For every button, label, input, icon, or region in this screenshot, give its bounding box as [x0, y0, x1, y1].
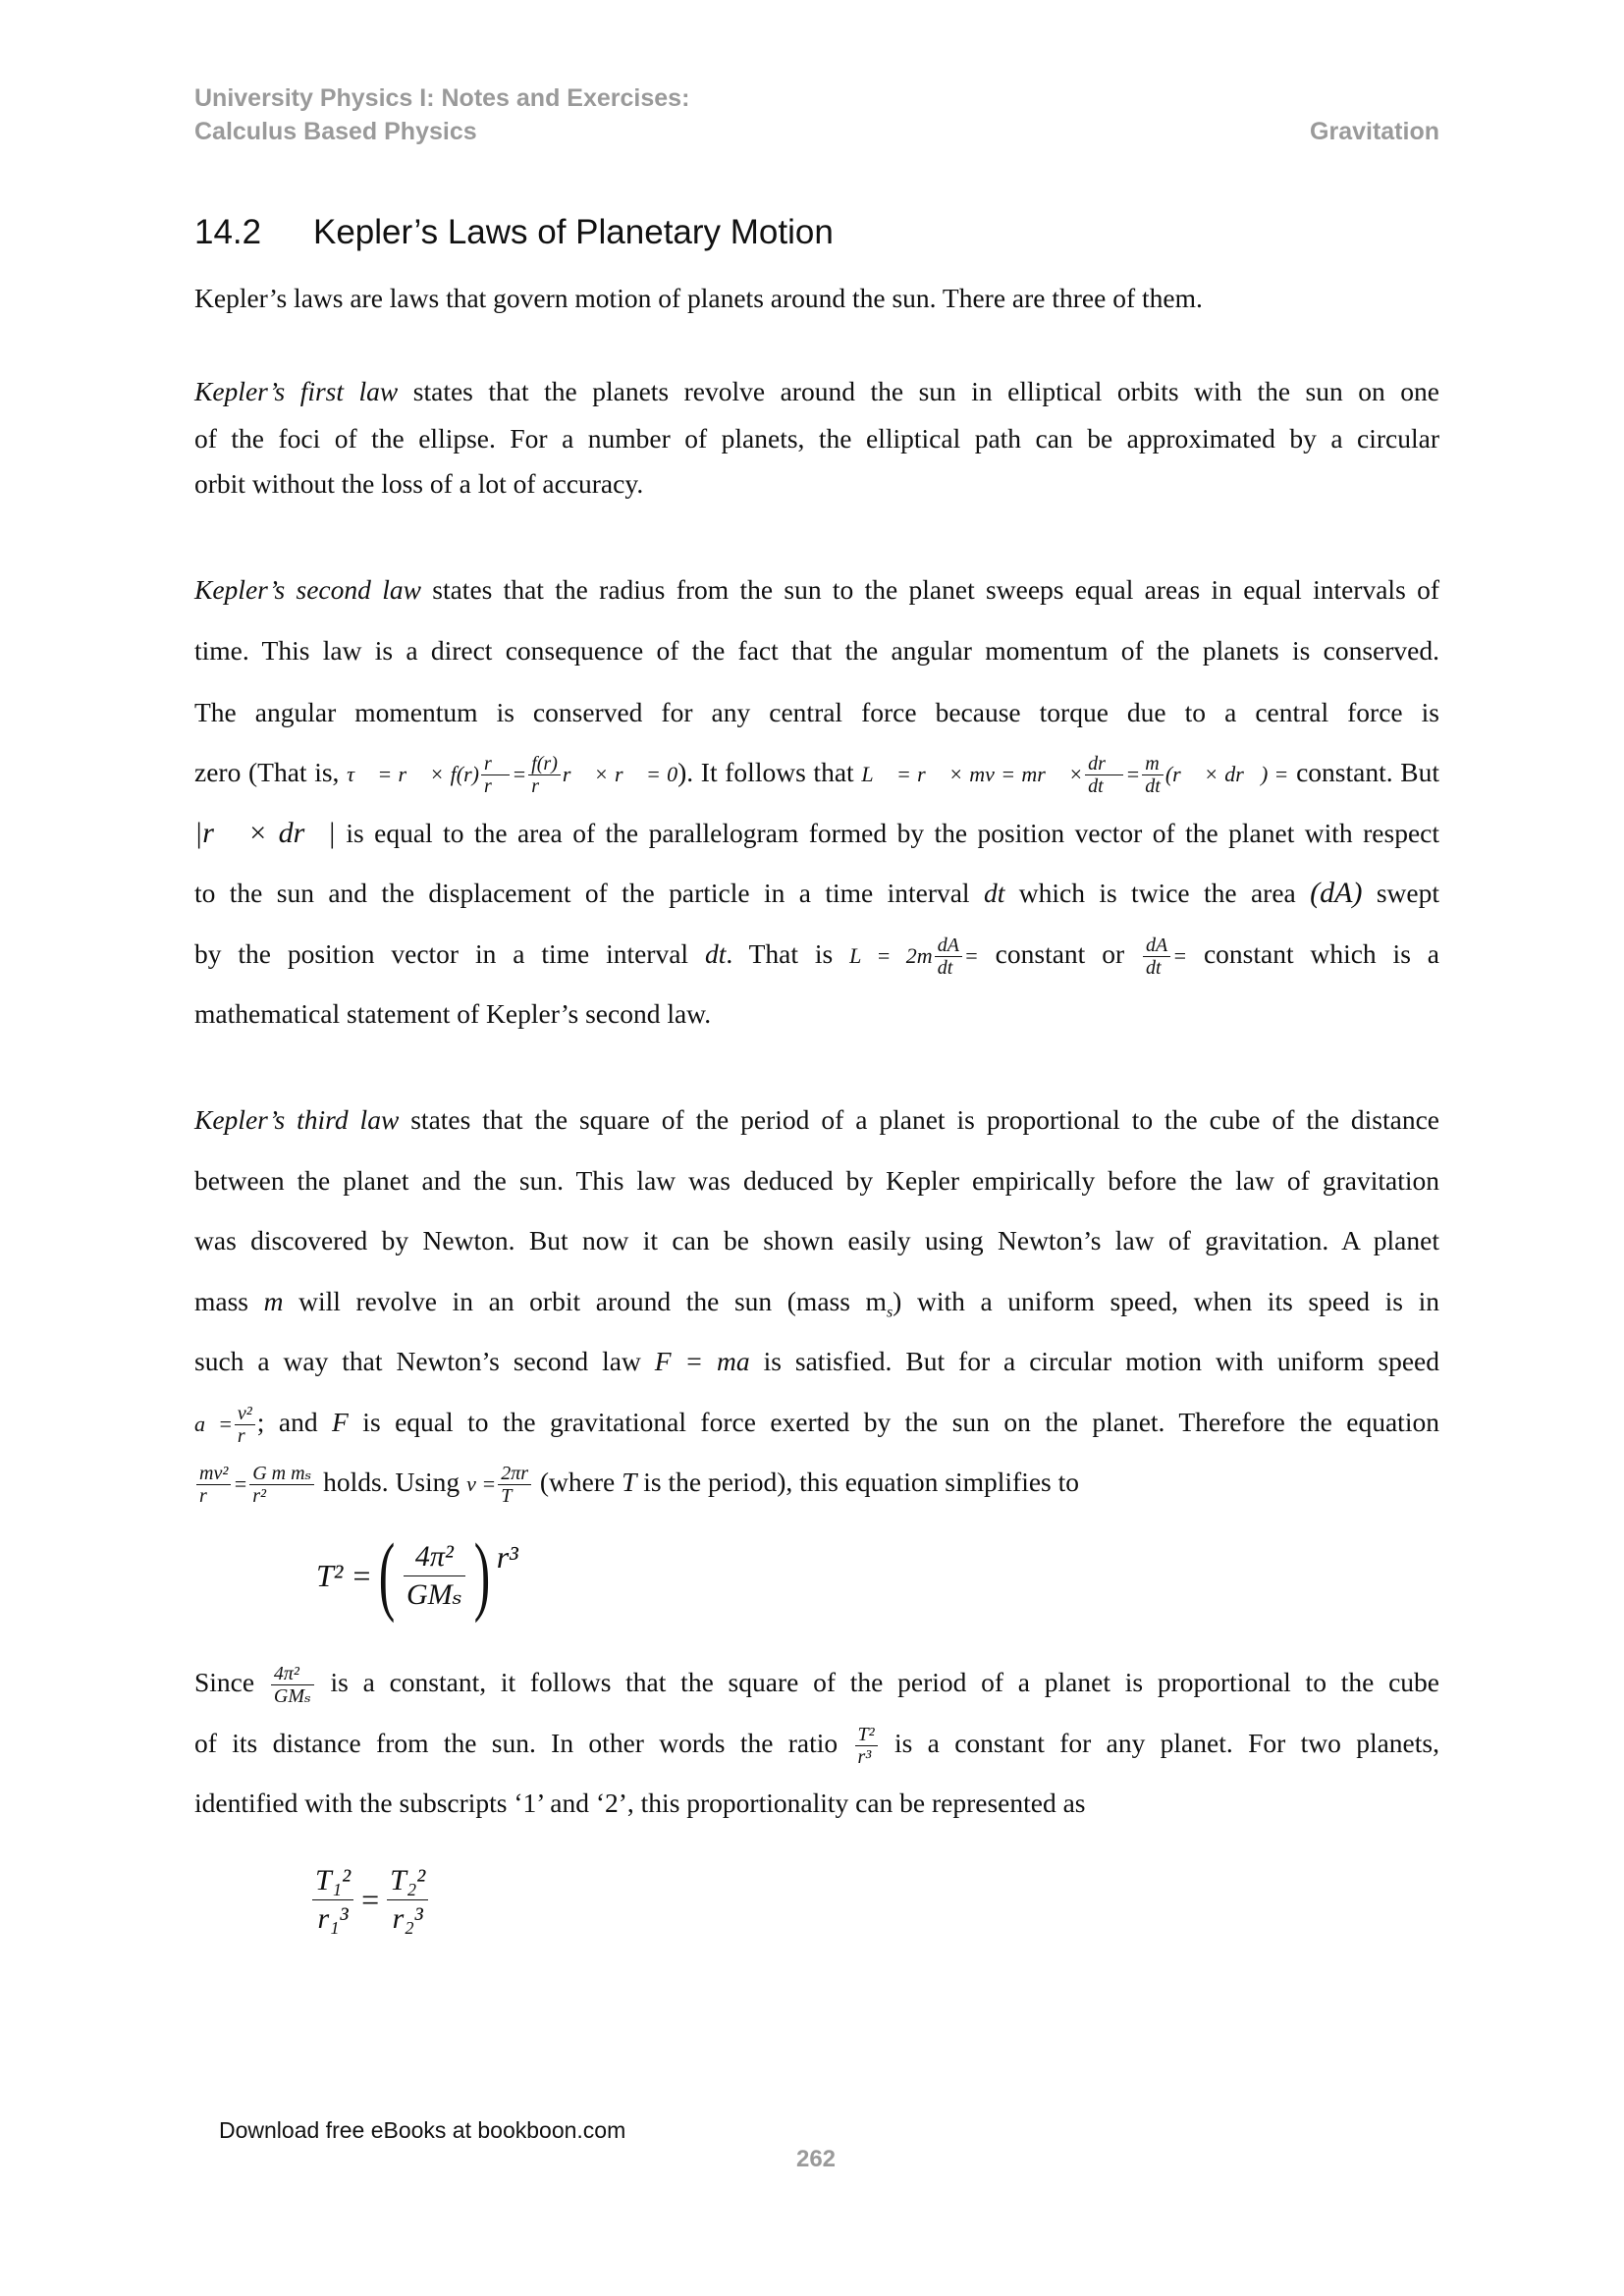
- conclusion-line: identified with the subscripts ‘1’ and ‘2’, this proportionality can be represented as: [194, 1788, 1086, 1818]
- first-law-term: Kepler’s first law: [194, 376, 399, 406]
- text: is a constant for any planet. For two planets,: [879, 1728, 1439, 1758]
- first-law-line: orbit without the loss of a lot of accuracy.: [194, 468, 644, 499]
- math: ): [893, 1286, 902, 1316]
- angular-momentum-equation: L⃗ = r⃗ × mv = mr⃗ ×: [861, 762, 1084, 786]
- chapter-title: Gravitation: [1310, 118, 1439, 145]
- denominator: dt: [1145, 957, 1162, 980]
- denominator: r: [237, 1425, 245, 1448]
- second-law-line: [194, 864, 1439, 923]
- text: to the sun and the displacement of the particle in a time interval: [194, 878, 984, 908]
- denominator: r³: [857, 1746, 872, 1769]
- math: m: [263, 1286, 284, 1316]
- equals: =: [1125, 762, 1141, 786]
- third-law-line: [194, 1272, 1439, 1331]
- third-law-line: [194, 1332, 1439, 1391]
- text: ). It follows that: [677, 757, 862, 787]
- text: which is twice the area: [1004, 878, 1311, 908]
- numerator: T₁²: [312, 1862, 353, 1900]
- numerator: dr⃗: [1085, 753, 1123, 775]
- math: r⃗ × r⃗ = 0: [562, 762, 678, 786]
- text: Since: [194, 1667, 269, 1697]
- numerator: 4π²: [271, 1663, 314, 1685]
- denominator: dt: [1145, 775, 1161, 798]
- third-law-line: [194, 1091, 1439, 1149]
- fraction: [481, 753, 510, 797]
- third-law-term: Kepler’s third law: [194, 1104, 400, 1135]
- section-title: Kepler’s Laws of Planetary Motion: [313, 213, 834, 251]
- text: states that the radius from the sun to the planet sweeps equal areas in equal intervals of: [420, 574, 1439, 605]
- second-law-term: Kepler’s second law: [194, 574, 421, 605]
- fraction: [249, 1463, 314, 1507]
- equals: =: [233, 1471, 248, 1496]
- denominator: r: [531, 775, 539, 798]
- math: a =: [194, 1412, 233, 1436]
- math: (dA): [1310, 877, 1363, 909]
- fraction: [196, 1463, 231, 1507]
- fraction: [312, 1862, 353, 1938]
- book-title-line2: Calculus Based Physics: [194, 118, 477, 145]
- numerator: dA: [935, 934, 962, 957]
- cross-product-magnitude: |r⃗ × dr⃗|: [194, 817, 336, 849]
- text: states that the square of the period of a planet is proportional to the cube of the distance: [399, 1104, 1439, 1135]
- fraction: [855, 1724, 878, 1768]
- conclusion-line: [194, 1653, 1439, 1712]
- subscript: s: [886, 1304, 893, 1321]
- fraction: [498, 1463, 531, 1507]
- fraction: [1085, 753, 1123, 797]
- text: is equal to the gravitational force exerted by the sun on the planet. Therefore the equation: [348, 1407, 1439, 1437]
- third-law-line: [194, 1453, 1439, 1512]
- fraction: [528, 753, 561, 797]
- text: states that the planets revolve around the sun in elliptical orbits with the sun on one: [398, 376, 1439, 406]
- math: dt: [983, 878, 1005, 908]
- section-number: 14.2: [194, 213, 262, 251]
- text: swept: [1362, 878, 1439, 908]
- third-law-line: between the planet and the sun. This law was deduced by Kepler empirically before the law of gravitation: [194, 1165, 1439, 1196]
- text: . That is: [726, 938, 850, 969]
- numerator: 2πr: [498, 1463, 531, 1485]
- third-law-line: was discovered by Newton. But now it can be shown easily using Newton’s law of gravitation. A planet: [194, 1225, 1439, 1255]
- text: will revolve in an orbit around the sun: [283, 1286, 787, 1316]
- second-law-line: [194, 925, 1439, 984]
- text: mass: [194, 1286, 264, 1316]
- numerator: v²: [235, 1403, 255, 1425]
- equals: =: [1172, 943, 1188, 968]
- kepler-third-law-equation: [316, 1512, 518, 1639]
- denominator: r₂³: [392, 1901, 423, 1935]
- fraction: [235, 1403, 255, 1447]
- text: such a way that Newton’s second law: [194, 1346, 655, 1376]
- numerator: T₂²: [387, 1862, 428, 1900]
- rhs: r³: [496, 1539, 518, 1575]
- lhs: T² =: [316, 1557, 372, 1593]
- third-law-line: [194, 1393, 1439, 1452]
- denominator: dt: [1088, 775, 1104, 798]
- denominator: T: [501, 1485, 513, 1508]
- numerator: f(r): [528, 753, 561, 775]
- right-paren: ): [473, 1526, 490, 1624]
- second-law-line: [194, 743, 1439, 802]
- text: is equal to the area of the parallelogram formed by the position vector of the planet with respect: [335, 818, 1439, 848]
- fraction: [271, 1663, 314, 1707]
- math: (mass m: [786, 1286, 887, 1316]
- book-title-line1: University Physics I: Notes and Exercises:: [194, 84, 690, 112]
- text: constant. But: [1288, 757, 1440, 787]
- numerator: 4π²: [404, 1538, 465, 1576]
- text: zero (That is,: [194, 757, 348, 787]
- math: F = ma: [654, 1346, 750, 1376]
- fraction: [404, 1538, 465, 1614]
- math: T: [622, 1467, 637, 1497]
- denominator: r₁³: [317, 1901, 349, 1935]
- second-law-line: The angular momentum is conserved for any central force because torque due to a central force is: [194, 697, 1439, 727]
- numerator: dA: [1143, 934, 1170, 957]
- numerator: m: [1142, 753, 1164, 775]
- text: ; and: [256, 1407, 333, 1437]
- numerator: T²: [855, 1724, 878, 1746]
- text: constant or: [978, 938, 1141, 969]
- text: is satisfied. But for a circular motion with uniform speed: [749, 1346, 1439, 1376]
- denominator: GMₛ: [273, 1685, 311, 1708]
- denominator: r: [199, 1485, 207, 1508]
- first-law-line: of the foci of the ellipse. For a number of planets, the elliptical path can be approximated by a circular: [194, 423, 1439, 454]
- denominator: dt: [937, 957, 953, 980]
- second-law-line: time. This law is a direct consequence of the fact that the angular momentum of the planets is conserved.: [194, 635, 1439, 666]
- text: of its distance from the sun. In other words the ratio: [194, 1728, 853, 1758]
- second-law-line: mathematical statement of Kepler’s second law.: [194, 998, 712, 1029]
- torque-equation: τ⃗ = r⃗ × f(r): [347, 762, 479, 786]
- conclusion-line: [194, 1714, 1439, 1773]
- numerator: r⃗: [481, 753, 510, 775]
- math: F: [332, 1407, 349, 1437]
- math: v =: [466, 1471, 497, 1496]
- text: by the position vector in a time interval: [194, 938, 705, 969]
- left-paren: (: [378, 1526, 396, 1624]
- denominator: GMₛ: [406, 1577, 462, 1611]
- text: holds. Using: [316, 1467, 467, 1497]
- text: with a uniform speed, when its speed is in: [901, 1286, 1439, 1316]
- numerator: G m mₛ: [249, 1463, 314, 1485]
- fraction: [1143, 934, 1170, 979]
- text: constant which is a: [1187, 938, 1439, 969]
- page-number: 262: [795, 2146, 837, 2172]
- text: is the period), this equation simplifies to: [636, 1467, 1080, 1497]
- numerator: mv²: [196, 1463, 231, 1485]
- two-planet-equation: [310, 1836, 430, 1963]
- math: L = 2m: [849, 943, 933, 968]
- fraction: [935, 934, 962, 979]
- text: is a constant, it follows that the square of the period of a planet is proportional to the cube: [315, 1667, 1439, 1697]
- intro-paragraph: Kepler’s laws are laws that govern motion of planets around the sun. There are three of them.: [194, 283, 1203, 313]
- fraction: [1142, 753, 1164, 797]
- text: (where: [533, 1467, 623, 1497]
- math: dt: [704, 938, 727, 969]
- math: (r⃗ × dr⃗) =: [1164, 762, 1289, 786]
- download-link[interactable]: Download free eBooks at bookboon.com: [219, 2117, 626, 2143]
- fraction: [387, 1862, 428, 1938]
- equals: =: [512, 762, 527, 786]
- second-law-line: [194, 804, 1439, 863]
- denominator: r: [483, 775, 492, 798]
- denominator: r²: [252, 1485, 266, 1508]
- second-law-line: [194, 561, 1439, 619]
- equals: =: [361, 1881, 380, 1917]
- equals: =: [963, 943, 979, 968]
